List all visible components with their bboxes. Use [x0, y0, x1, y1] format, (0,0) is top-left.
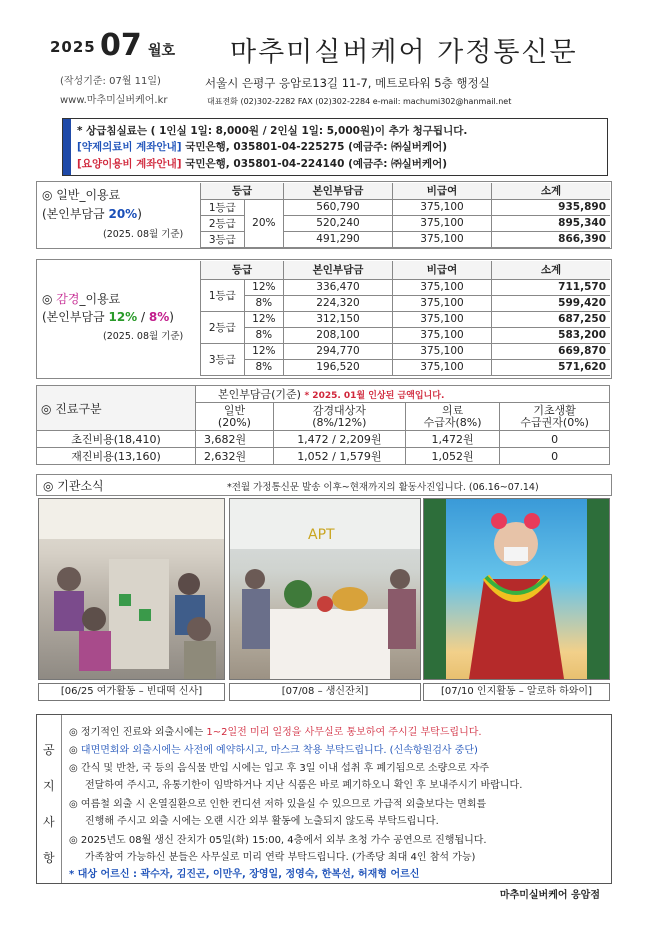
reduced-rate-b: 8%	[148, 310, 170, 324]
medical-label: ◎ 진료구분	[37, 386, 196, 431]
non-pay-cell: 375,100	[393, 327, 492, 343]
subtotal-cell: 711,570	[492, 279, 611, 295]
notice-side-char: 항	[43, 851, 55, 865]
row-label: 재진비용(13,160)	[37, 448, 196, 465]
notice-text: 간식 및 반찬, 국 등의 음식물 반입 시에는 입고 후 3일 이내 섭취 후 폐기됨으로 소량으로 자주	[80, 763, 490, 774]
reduced-cell: 1,052 / 1,579원	[273, 448, 405, 465]
footer-branch: 마추미실버케어 응암점	[499, 890, 600, 901]
reduced-rate-prefix: (본인부담금	[42, 310, 109, 324]
notice-item	[69, 723, 482, 738]
reduced-cell: 1,472 / 2,209원	[273, 431, 405, 448]
notice-bullet: ◎	[69, 835, 78, 846]
room-charge-single: 1일: 8,000원 / 2인실	[190, 125, 298, 137]
col-reduced: 감경대상자 (8%/12%)	[273, 403, 405, 431]
subtotal-cell: 599,420	[492, 295, 611, 311]
care-account-number: 국민은행, 035801-04-224140 (예금주: ㈜실버케어)	[185, 158, 448, 170]
notice-bullet: ◎	[69, 763, 78, 774]
non-pay-cell: 375,100	[393, 279, 492, 295]
notice-item	[69, 759, 489, 774]
page-title: 마추미실버케어 가정통신문	[230, 37, 578, 68]
accent-bar	[63, 119, 71, 175]
table-row	[201, 199, 611, 215]
website-link[interactable]: www.마추미실버케어.kr	[60, 95, 168, 106]
self-pay-cell: 312,150	[284, 311, 393, 327]
newsletter-year: 2025	[50, 38, 96, 56]
basic-cell: 0	[500, 448, 610, 465]
reduced-fee-basis: (2025. 08월 기준)	[103, 331, 184, 342]
general-cell: 2,632원	[196, 448, 274, 465]
basis-date: (작성기준: 07월 11일)	[60, 76, 161, 87]
col-subtotal: 소계	[492, 183, 611, 199]
general-rate-prefix: (본인부담금	[42, 207, 109, 221]
grade-cell: 1등급	[201, 279, 245, 311]
col-non-pay: 비급여	[393, 261, 492, 279]
notice-blue-text: 대면면회와 외출시에는 사전에 예약하시고, 마스크 착용 부탁드립니다. (신속항원검사 중단)	[80, 745, 478, 756]
room-charge-prefix: * 상급침실료는 ( 1인실	[77, 125, 187, 137]
notice-item	[69, 795, 486, 810]
notice-section	[36, 714, 612, 884]
medical-fee-table	[36, 385, 610, 465]
general-rate-suffix: )	[137, 207, 142, 221]
non-pay-cell: 375,100	[393, 199, 492, 215]
rate-cell: 12%	[244, 279, 283, 295]
subtotal-cell: 583,200	[492, 327, 611, 343]
reduced-fee-table	[200, 261, 610, 376]
table-row	[201, 279, 611, 295]
general-fee-rate	[42, 205, 142, 222]
reduced-fee-rate	[42, 308, 174, 325]
self-pay-cell: 224,320	[284, 295, 393, 311]
reduced-rate-suffix: )	[169, 310, 174, 324]
col-self-pay: 본인부담금	[284, 261, 393, 279]
photo-caption-3: [07/10 인지활동 – 알로하 하와이]	[423, 683, 610, 701]
general-cell: 3,682원	[196, 431, 274, 448]
table-row	[37, 431, 610, 448]
row-label: 초진비용(18,410)	[37, 431, 196, 448]
subtotal-cell: 571,620	[492, 359, 611, 375]
medical-note: * 2025. 01월 인상된 금액입니다.	[304, 391, 445, 401]
grade-cell: 2등급	[201, 215, 245, 231]
news-note: *전월 가정통신문 발송 이후~현재까지의 활동사진입니다. (06.16~07.14)	[227, 482, 539, 493]
notice-item-continued: 전달하여 주시고, 유통기한이 임박하거나 지난 식품은 바로 폐기하오니 확인 후 보내주시기 바랍니다.	[85, 780, 523, 791]
photo-3-illustration	[424, 499, 609, 679]
self-pay-cell: 336,470	[284, 279, 393, 295]
medicine-account-label: [약제의료비 계좌안내]	[77, 141, 182, 153]
rate-cell: 12%	[244, 343, 283, 359]
self-pay-cell: 560,790	[284, 199, 393, 215]
notice-side-label	[37, 715, 62, 883]
notice-item-continued: 가족참여 가능하신 분들은 사무실로 미리 연락 부탁드립니다. (가족당 최대 4인 참석 가능)	[85, 852, 476, 863]
news-label: ◎ 기관소식	[43, 479, 104, 493]
self-pay-cell: 294,770	[284, 343, 393, 359]
notice-bullet: ◎	[69, 745, 78, 756]
subtotal-cell: 895,340	[492, 215, 611, 231]
medicine-account-number: 국민은행, 035801-04-225275 (예금주: ㈜실버케어)	[185, 141, 448, 153]
notice-targets: * 대상 어르신 : 곽수자, 김진곤, 이만우, 장영일, 정영숙, 한복선, 허재형 어르신	[69, 869, 420, 880]
col-general: 일반 (20%)	[196, 403, 274, 431]
activity-photo-1	[38, 498, 225, 680]
table-row	[201, 311, 611, 327]
photo-caption-1: [06/25 여가활동 – 빈대떡 신사]	[38, 683, 225, 701]
reduced-rate-sep: /	[137, 310, 149, 324]
self-pay-cell: 520,240	[284, 215, 393, 231]
photo-caption-2: [07/08 – 생신잔치]	[229, 683, 421, 701]
care-account-line	[77, 156, 447, 171]
non-pay-cell: 375,100	[393, 343, 492, 359]
rate-cell: 20%	[244, 199, 283, 247]
grade-cell: 3등급	[201, 231, 245, 247]
col-non-pay: 비급여	[393, 183, 492, 199]
col-self-pay: 본인부담금	[284, 183, 393, 199]
rate-cell: 8%	[244, 295, 283, 311]
general-rate-value: 20%	[108, 207, 138, 221]
self-pay-cell: 491,290	[284, 231, 393, 247]
non-pay-cell: 375,100	[393, 215, 492, 231]
reduced-fee-title	[42, 290, 120, 307]
col-grade: 등급	[201, 261, 284, 279]
table-row	[201, 343, 611, 359]
photo-1-illustration	[39, 499, 224, 679]
subtotal-cell: 669,870	[492, 343, 611, 359]
subtotal-cell: 866,390	[492, 231, 611, 247]
rate-cell: 8%	[244, 327, 283, 343]
notice-side-char: 사	[43, 815, 55, 829]
col-subtotal: 소계	[492, 261, 611, 279]
medical-super-header	[196, 386, 610, 403]
reduced-title-colored: 감경	[56, 292, 80, 306]
reduced-title-suffix: _이용료	[79, 292, 121, 306]
room-charge-line	[77, 123, 467, 138]
self-pay-cell: 196,520	[284, 359, 393, 375]
reduced-rate-a: 12%	[108, 310, 138, 324]
non-pay-cell: 375,100	[393, 311, 492, 327]
notice-item-continued: 진행해 주시고 외출 시에는 오랜 시간 외부 활동에 노출되지 않도록 부탁드립니다.	[85, 816, 439, 827]
non-pay-cell: 375,100	[393, 231, 492, 247]
medicine-account-line	[77, 139, 447, 154]
aid-cell: 1,472원	[405, 431, 500, 448]
address: 서울시 은평구 응암로13길 11-7, 메트로타워 5층 행정실	[205, 76, 490, 90]
subtotal-cell: 687,250	[492, 311, 611, 327]
non-pay-cell: 375,100	[393, 359, 492, 375]
rate-cell: 8%	[244, 359, 283, 375]
payment-info-box	[62, 118, 608, 176]
notice-side-char: 지	[43, 779, 55, 793]
general-fee-basis: (2025. 08월 기준)	[103, 229, 184, 240]
news-header	[36, 474, 612, 496]
table-row	[201, 359, 611, 375]
medical-super-header-text: 본인부담금(기준)	[218, 388, 301, 401]
general-fee-table	[200, 183, 610, 248]
notice-side-char: 공	[43, 743, 55, 757]
rate-cell: 12%	[244, 311, 283, 327]
notice-red-text: 1~2일전 미리 일정을 사무실로 통보하여 주시길 부탁드립니다.	[206, 727, 482, 738]
svg-text:APT: APT	[308, 527, 335, 543]
notice-text: 여름철 외출 시 온열질환으로 인한 컨디션 저하 있을실 수 있으므로 가급적 외출보다는 면회를	[80, 799, 487, 810]
activity-photo-2	[229, 498, 421, 680]
newsletter-month-unit: 월호	[148, 43, 176, 59]
notice-text: 정기적인 진료와 외출시에는	[80, 727, 207, 738]
aid-cell: 1,052원	[405, 448, 500, 465]
col-aid: 의료 수급자(8%)	[405, 403, 500, 431]
general-fee-title: ◎ 일반_이용료	[42, 188, 121, 202]
subtotal-cell: 935,890	[492, 199, 611, 215]
grade-cell: 3등급	[201, 343, 245, 375]
grade-cell: 1등급	[201, 199, 245, 215]
notice-item	[69, 831, 487, 846]
reduced-title-prefix: ◎	[42, 292, 57, 306]
notice-bullet: ◎	[69, 727, 78, 738]
non-pay-cell: 375,100	[393, 295, 492, 311]
col-grade: 등급	[201, 183, 284, 199]
activity-photo-3	[423, 498, 610, 680]
self-pay-cell: 208,100	[284, 327, 393, 343]
notice-item	[69, 741, 478, 756]
grade-cell: 2등급	[201, 311, 245, 343]
table-row	[37, 448, 610, 465]
basic-cell: 0	[500, 431, 610, 448]
notice-text: 2025년도 08월 생신 잔치가 05일(화) 15:00, 4층에서 외부 초청 가수 공연으로 진행됩니다.	[80, 835, 487, 846]
table-row	[201, 295, 611, 311]
newsletter-month: 07	[100, 28, 142, 63]
col-basic: 기초생활 수급권자(0%)	[500, 403, 610, 431]
notice-bullet: ◎	[69, 799, 78, 810]
room-charge-double: 1일: 5,000원)이 추가 청구됩니다.	[301, 125, 468, 137]
contact-info: 대표전화 (02)302-2282 FAX (02)302-2284 e-mail: machumi302@hanmail.net	[207, 97, 512, 106]
photo-2-illustration	[230, 499, 420, 679]
care-account-label: [요양이용비 계좌안내]	[77, 158, 182, 170]
table-row	[201, 327, 611, 343]
